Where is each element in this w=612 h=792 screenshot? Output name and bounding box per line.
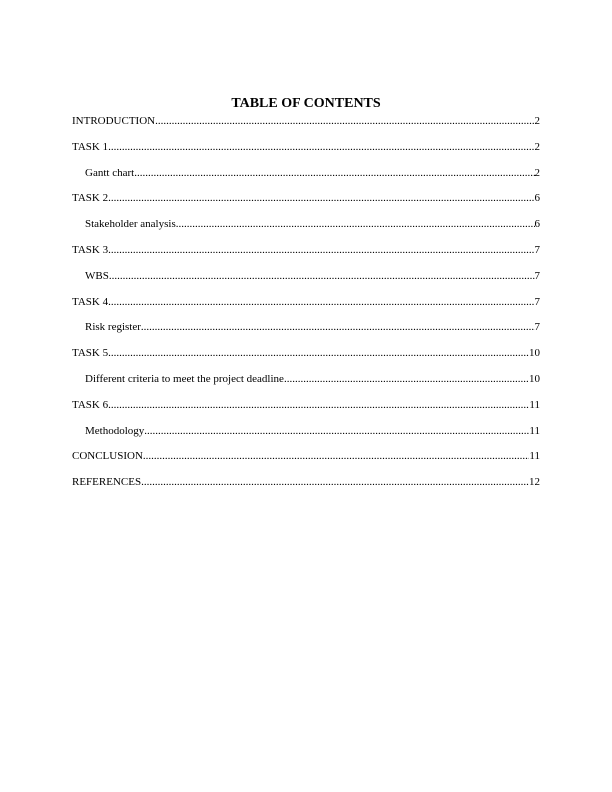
toc-entry-page: 6 [534,218,540,231]
toc-dot-leader [108,346,529,360]
toc-entry-page: 10 [529,347,540,360]
toc-dot-leader [109,269,535,283]
toc-entry-label: Methodology [85,424,145,437]
toc-entry-label: INTRODUCTION [72,115,156,127]
toc-entry-task-1[interactable] [72,140,540,166]
toc-entry-page: 6 [534,192,540,205]
toc-entry-label: TASK 6 [72,398,109,411]
toc-entry-label: TASK 5 [72,347,109,360]
toc-dot-leader [108,243,534,257]
toc-entry-label: TASK 4 [72,295,109,308]
toc-title: TABLE OF CONTENTS [231,96,381,111]
toc-dot-leader [176,217,535,231]
toc-entry-label: Gantt chart [85,166,135,179]
toc-entry-risk-register[interactable] [72,320,540,346]
toc-dot-leader [108,140,534,154]
toc-list [72,114,540,501]
toc-entry-task-3[interactable] [72,243,540,269]
toc-entry-task-4[interactable] [72,295,540,321]
toc-entry-task-2[interactable] [72,191,540,217]
toc-entry-references[interactable] [72,475,540,501]
toc-entry-introduction[interactable] [72,114,540,140]
toc-entry-page: 12 [529,476,540,489]
toc-entry-label: WBS [85,269,109,282]
toc-entry-label: TASK 1 [72,140,109,153]
toc-entry-project-deadline-criteria[interactable] [72,372,540,398]
toc-entry-conclusion[interactable] [72,449,540,475]
toc-entry-methodology[interactable] [72,424,540,450]
toc-entry-page: 2 [534,140,540,153]
toc-dot-leader [134,166,534,180]
toc-entry-task-5[interactable] [72,346,540,372]
toc-entry-page: 7 [534,243,540,256]
toc-dot-leader [284,372,529,386]
toc-entry-page: 7 [534,295,540,308]
toc-entry-label: Risk register [85,321,141,334]
toc-entry-label: Different criteria to meet the project deadline [85,372,284,385]
toc-dot-leader [141,475,529,489]
toc-dot-leader [144,424,529,438]
toc-entry-page: 2 [534,166,540,179]
toc-entry-label: CONCLUSION [72,450,143,463]
toc-entry-label: TASK 3 [72,243,109,256]
toc-entry-stakeholder-analysis[interactable] [72,217,540,243]
toc-dot-leader [155,114,534,128]
toc-entry-page: 11 [529,398,540,411]
toc-dot-leader [143,449,530,463]
toc-entry-label: Stakeholder analysis [85,218,176,231]
toc-dot-leader [108,295,534,309]
toc-dot-leader [108,398,529,412]
toc-entry-label: TASK 2 [72,192,109,205]
toc-entry-page: 7 [534,321,540,334]
toc-dot-leader [141,320,535,334]
toc-dot-leader [108,191,534,205]
toc-entry-page: 11 [529,424,540,437]
toc-entry-gantt-chart[interactable] [72,166,540,192]
toc-entry-page: 11 [529,450,540,463]
toc-entry-page: 7 [534,269,540,282]
toc-entry-label: REFERENCES [72,476,142,489]
toc-entry-page: 10 [529,372,540,385]
toc-entry-wbs[interactable] [72,269,540,295]
toc-entry-task-6[interactable] [72,398,540,424]
toc-entry-page: 2 [534,115,540,127]
